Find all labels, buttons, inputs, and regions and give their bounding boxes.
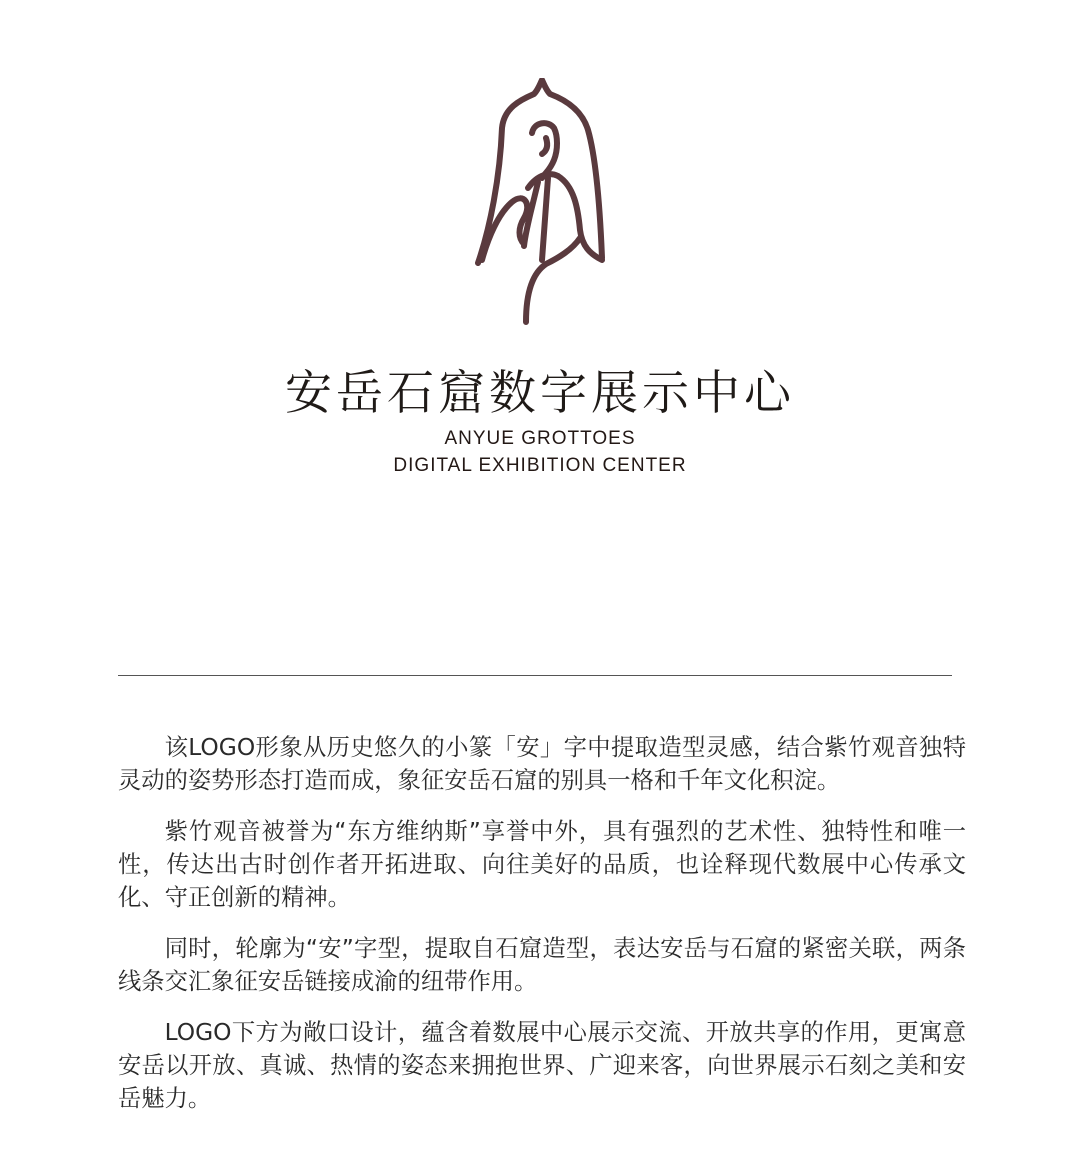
anyue-logo-icon: [462, 78, 618, 328]
description-paragraph: 同时，轮廓为“安”字型，提取自石窟造型，表达安岳与石窟的紧密关联，两条线条交汇象征安岳链接成渝的纽带作用。: [118, 935, 966, 995]
section-divider: [118, 675, 952, 676]
description-paragraph: 该LOGO形象从历史悠久的小篆「安」字中提取造型灵感，结合紫竹观音独特灵动的姿势形态打造而成，象征安岳石窟的别具一格和千年文化积淀。: [118, 734, 966, 794]
logo-title-chinese: 安岳石窟数字展示中心: [285, 366, 795, 421]
logo-title-english-line2: DIGITAL EXHIBITION CENTER: [393, 455, 687, 476]
logo-description: [118, 731, 966, 1133]
description-paragraph: 紫竹观音被誉为“东方维纳斯”享誉中外，具有强烈的艺术性、独特性和唯一性，传达出古时创作者开拓进取、向往美好的品质，也诠释现代数展中心传承文化、守正创新的精神。: [118, 818, 966, 911]
logo-title-english-line1: ANYUE GROTTOES: [444, 428, 636, 449]
description-paragraph: LOGO下方为敞口设计，蕴含着数展中心展示交流、开放共享的作用，更寓意安岳以开放、真诚、热情的姿态来拥抱世界、广迎来客，向世界展示石刻之美和安岳魅力。: [118, 1019, 966, 1112]
